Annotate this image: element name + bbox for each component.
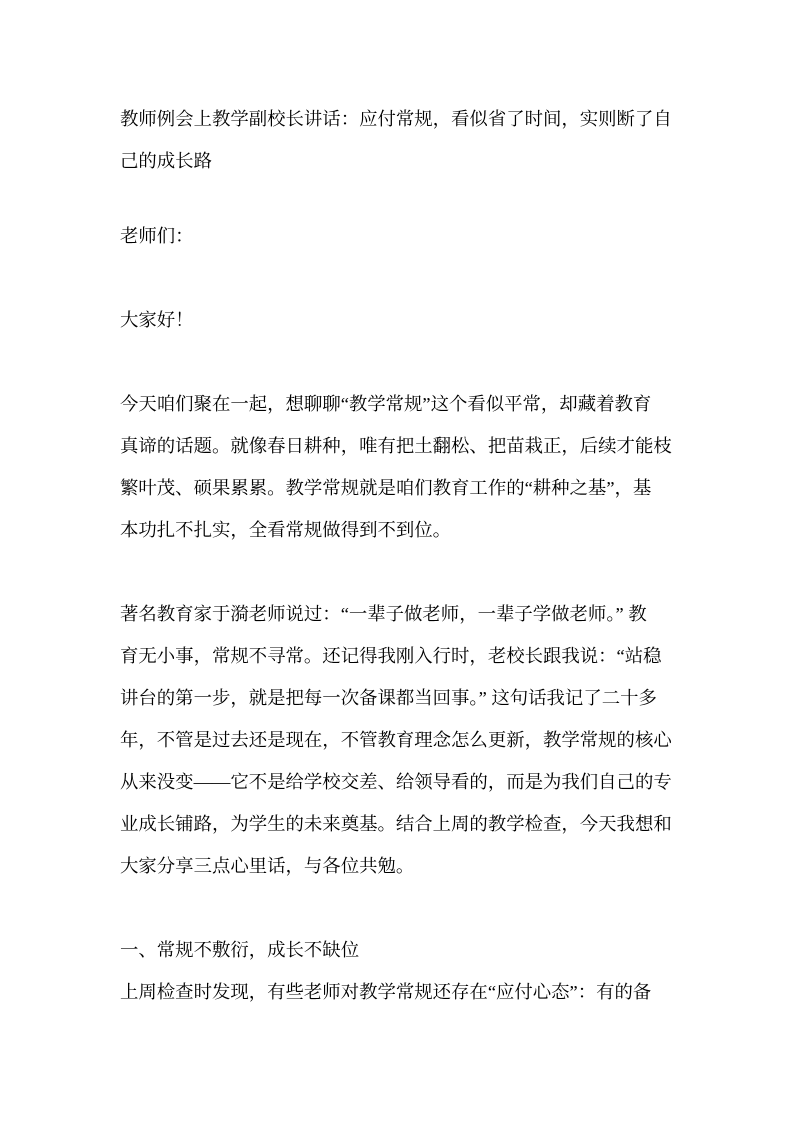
body-paragraph bbox=[120, 971, 675, 1013]
text-line: 教师例会上教学副校长讲话：应付常规，看似省了时间，实则断了自 bbox=[120, 109, 672, 129]
text-line: 著名教育家于漪老师说过：“一辈子做老师，一辈子学做老师。” 教 bbox=[120, 604, 647, 624]
text-line: 从来没变——它不是给学校交差、给领导看的，而是为我们自己的专 bbox=[120, 772, 672, 792]
section-heading-1 bbox=[120, 929, 675, 971]
text-line: 己的成长路 bbox=[120, 151, 212, 171]
text-line: 育无小事，常规不寻常。还记得我刚入行时，老校长跟我说：“站稳 bbox=[120, 646, 662, 666]
greeting bbox=[120, 299, 675, 341]
text-line: 今天咱们聚在一起，想聊聊“教学常规”这个看似平常，却藏着教育 bbox=[120, 394, 652, 414]
text-line: 本功扎不扎实，全看常规做得到不到位。 bbox=[120, 520, 452, 540]
document-title bbox=[120, 98, 675, 182]
body-paragraph bbox=[120, 593, 675, 887]
text-line: 年，不管是过去还是现在，不管教育理念怎么更新，教学常规的核心 bbox=[120, 730, 672, 750]
text-line: 上周检查时发现，有些老师对教学常规还存在“应付心态”：有的备 bbox=[120, 982, 652, 1002]
text-line: 真谛的话题。就像春日耕种，唯有把土翻松、把苗栽正，后续才能枝 bbox=[120, 436, 672, 456]
text-line: 业成长铺路，为学生的未来奠基。结合上周的教学检查，今天我想和 bbox=[120, 814, 672, 834]
body-paragraph bbox=[120, 383, 675, 551]
salutation bbox=[120, 215, 675, 257]
text-line: 繁叶茂、硕果累累。教学常规就是咱们教育工作的“耕种之基”，基 bbox=[120, 478, 652, 498]
text-line: 一、常规不敷衍，成长不缺位 bbox=[120, 940, 360, 960]
text-line: 老师们： bbox=[120, 226, 194, 246]
text-line: 讲台的第一步，就是把每一次备课都当回事。” 这句话我记了二十多 bbox=[120, 688, 657, 708]
document-content bbox=[120, 98, 675, 1013]
text-line: 大家分享三点心里话，与各位共勉。 bbox=[120, 856, 415, 876]
text-line: 大家好！ bbox=[120, 310, 194, 330]
